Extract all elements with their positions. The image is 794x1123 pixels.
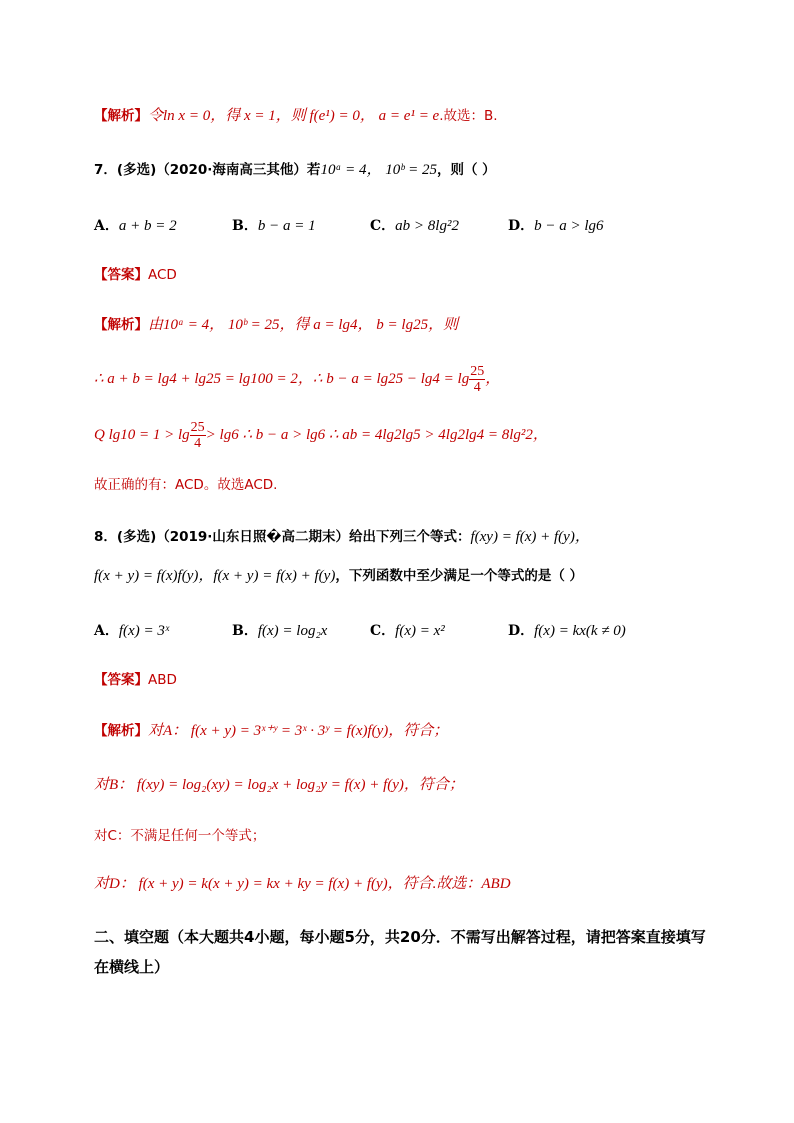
q7-stem-text: 7．(多选)（2020·海南高三其他）若 — [94, 162, 321, 178]
q7-solution-line-2: ∴ a + b = lg4 + lg25 = lg100 = 2，∴ b − a = lg25 − lg4 = lg $\frac{25}{4}$ ， — [94, 363, 501, 395]
q7-option-b: B．b − a = 1 — [232, 218, 316, 234]
q8-stem — [94, 527, 734, 547]
q7-solution-1: 由10ᵃ = 4， 10ᵇ = 25，得 a = lg4， b = lg25，则 — [148, 317, 459, 333]
q7-stem-end: ，则（ ） — [436, 162, 496, 178]
fraction-25-over-4: $\frac{25}{4}$ — [470, 363, 485, 395]
q8-option-c: C．f(x) = x² — [370, 623, 445, 639]
q8-option-b: B．f(x) = log₂x — [232, 623, 328, 639]
q7-solution-line-1 — [94, 315, 734, 335]
q7-stem — [94, 160, 734, 180]
q7-option-c: C．ab > 8lg²2 — [370, 218, 459, 234]
q8-option-a: A．f(x) = 3ˣ — [94, 623, 170, 639]
q8-answer-value: ABD — [148, 672, 177, 688]
q8-solution-c: 对C：不满足任何一个等式； — [94, 828, 266, 844]
q7-answer — [94, 265, 734, 285]
answer-tag: 【答案】 — [94, 267, 148, 283]
q8-solution-a: 【解析】对A： f(x + y) = 3ˣ⁺ʸ = 3ˣ · 3ʸ = f(x)f(y)，符合； — [94, 723, 449, 739]
q8-solution-b: 对B： f(xy) = log₂(xy) = log₂x + log₂y = f(x) + f(y)，符合； — [94, 777, 464, 793]
q8-stem-line-2: f(x + y) = f(x)f(y)，f(x + y) = f(x) + f(y)，下列函数中至少满足一个等式的是（ ） — [94, 568, 584, 584]
section-2-heading: 二、填空题（本大题共4小题，每小题5分，共20分．不需写出解答过程，请把答案直接填写在横线上） — [94, 928, 706, 976]
solution-tag: 【解析】 — [94, 723, 148, 739]
q7-solution-line-3: Q lg10 = 1 > lg $\frac{25}{4}$ > lg6 ∴ b − a > lg6 ∴ ab = 4lg2lg5 > 4lg2lg4 = 8lg²2， — [94, 419, 548, 451]
q8-stem-math: f(xy) = f(x) + f(y)， — [470, 529, 590, 545]
answer-tag: 【答案】 — [94, 672, 148, 688]
q6-solution-tail: .故选：B. — [439, 108, 498, 124]
solution-tag: 【解析】 — [94, 108, 148, 124]
q7-solution-line-4: 故正确的有：ACD。故选ACD. — [94, 477, 278, 493]
q7-option-a: A．a + b = 2 — [94, 218, 177, 234]
fraction-25-over-4: $\frac{25}{4}$ — [190, 419, 205, 451]
q8-answer — [94, 670, 734, 690]
q6-solution-line — [94, 106, 734, 126]
q8-stem-text: 8．(多选)（2019·山东日照�高二期末）给出下列三个等式： — [94, 529, 471, 545]
q7-option-d: D．b − a > lg6 — [508, 218, 604, 234]
q7-answer-value: ACD — [148, 267, 177, 283]
solution-tag: 【解析】 — [94, 317, 148, 333]
q6-solution-math: 令ln x = 0，得 x = 1，则 f(e¹) = 0， a = e¹ = e — [148, 108, 440, 124]
q8-solution-d: 对D： f(x + y) = k(x + y) = kx + ky = f(x) + f(y)，符合.故选：ABD — [94, 876, 511, 892]
q8-option-d: D．f(x) = kx(k ≠ 0) — [508, 623, 626, 639]
q7-stem-math: 10ᵃ = 4， 10ᵇ = 25 — [320, 162, 437, 178]
